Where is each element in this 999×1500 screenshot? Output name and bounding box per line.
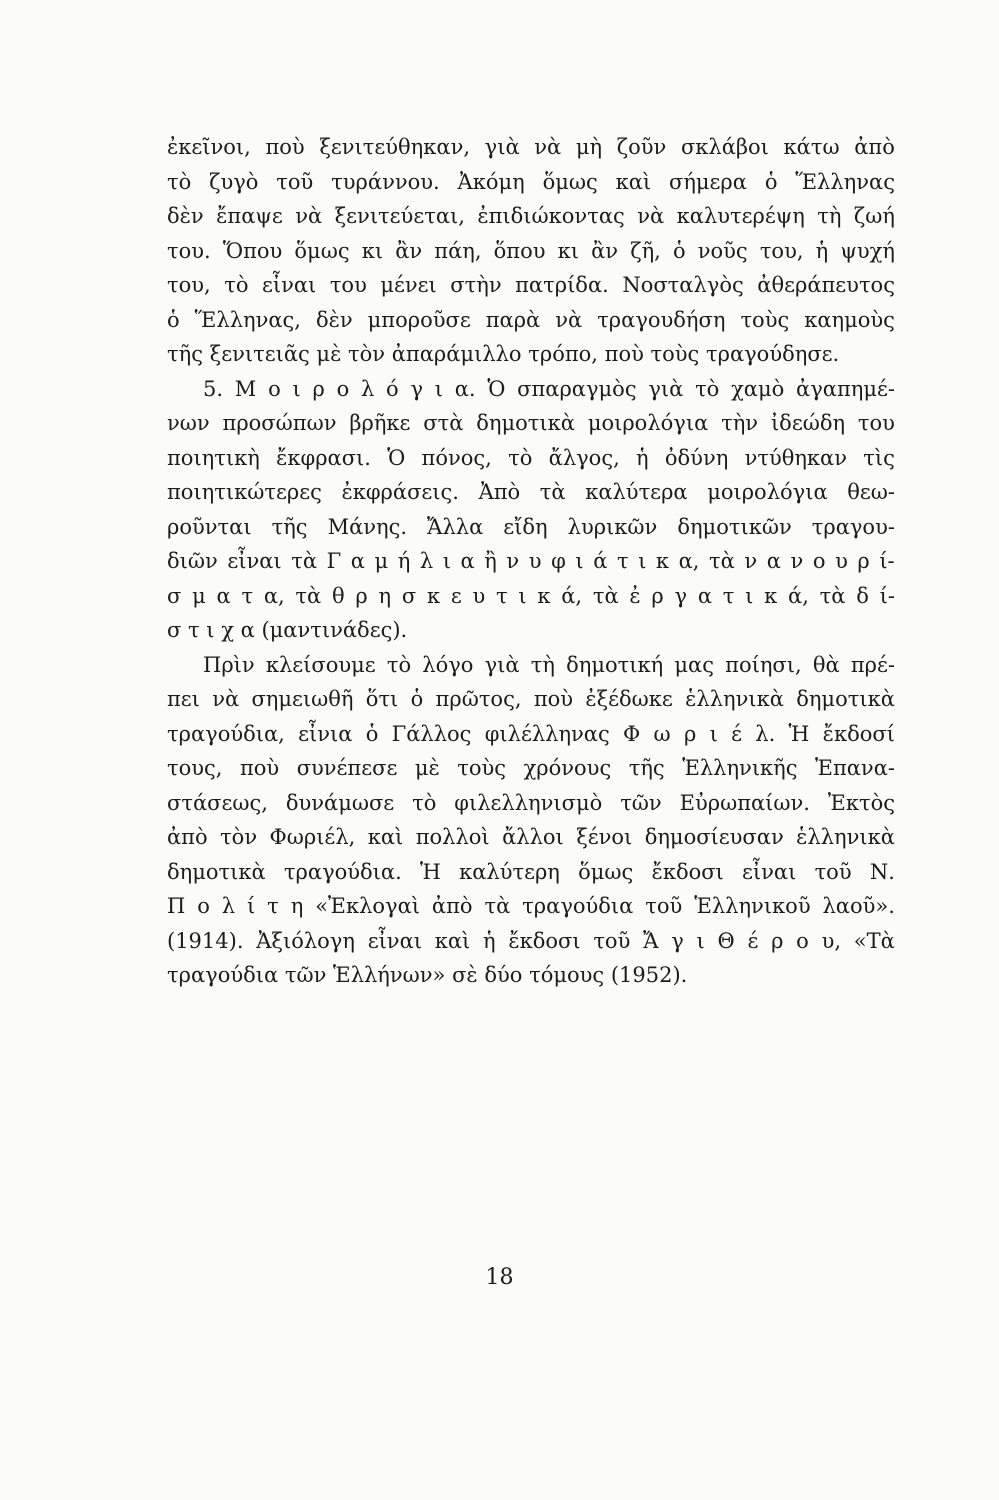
text-line: ὁ Ἕλληνας, δὲν μποροῦσε παρὰ νὰ τραγουδήση τοὺς καημοὺς	[167, 307, 895, 332]
text-line: διῶν εἶναι τὰ Γ α μ ή λ ι α ἢ ν υ φ ι ά τ ι κ α, τὰ ν α ν ο υ ρ ί-	[167, 549, 895, 573]
text-line: (1914). Ἀξιόλογη εἶναι καὶ ἡ ἔκδοσι τοῦ Ἄ γ ι Θ έ ρ ο υ, «Τὰ	[167, 928, 895, 953]
text-line: δὲν ἔπαψε νὰ ξενιτεύεται, ἐπιδιώκοντας νὰ καλυτερέψη τὴ ζωή	[167, 204, 895, 228]
text-line: δημοτικὰ τραγούδια. Ἡ καλύτερη ὅμως ἔκδοσι εἶναι τοῦ Ν.	[167, 859, 895, 884]
text-line: 5. Μ ο ι ρ ο λ ό γ ι α. Ὁ σπαραγμὸς γιὰ τὸ χαμὸ ἀγαπημέ-	[203, 376, 895, 401]
body-text	[167, 130, 895, 993]
text-line: Π ο λ ί τ η «Ἐκλογαὶ ἀπὸ τὰ τραγούδια τοῦ Ἑλληνικοῦ λαοῦ».	[167, 894, 895, 918]
text-line: τους, ποὺ συνέπεσε μὲ τοὺς χρόνους τῆς Ἑλληνικῆς Ἐπανα-	[167, 756, 895, 780]
text-line: ποιητικώτερες ἐκφράσεις. Ἀπὸ τὰ καλύτερα μοιρολόγια θεω-	[167, 480, 895, 504]
text-line: Πρὶν κλείσουμε τὸ λόγο γιὰ τὴ δημοτική μας ποίησι, θὰ πρέ-	[203, 652, 895, 677]
text-line: νων προσώπων βρῆκε στὰ δημοτικὰ μοιρολόγια τὴν ἰδεώδη του	[167, 411, 895, 435]
text-line: σ τ ι χ α (μαντινάδες).	[167, 618, 408, 642]
text-line: τραγούδια, εἶνια ὁ Γάλλος φιλέλληνας Φ ω ρ ι έ λ. Ἡ ἔκδοσί	[167, 721, 895, 746]
text-line: του, τὸ εἶναι του μένει στὴν πατρίδα. Νοσταλγὸς ἀθεράπευτος	[167, 273, 895, 297]
text-line: στάσεως, δυνάμωσε τὸ φιλελληνισμὸ τῶν Εὐρωπαίων. Ἐκτὸς	[167, 790, 895, 815]
text-line: πει νὰ σημειωθῆ ὅτι ὁ πρῶτος, ποὺ ἐξέδωκε ἑλληνικὰ δημοτικὰ	[167, 687, 895, 711]
text-line: του. Ὅπου ὅμως κι ἂν πάη, ὅπου κι ἂν ζῆ, ὁ νοῦς του, ἡ ψυχή	[167, 238, 895, 263]
text-line: ἀπὸ τὸν Φωριέλ, καὶ πολλοὶ ἄλλοι ξένοι δημοσίευσαν ἑλληνικὰ	[167, 825, 895, 849]
text-line: ροῦνται τῆς Μάνης. Ἄλλα εἴδη λυρικῶν δημοτικῶν τραγου-	[167, 514, 895, 539]
text-line: ἐκεῖνοι, ποὺ ξενιτεύθηκαν, γιὰ νὰ μὴ ζοῦν σκλάβοι κάτω ἀπὸ	[167, 135, 895, 159]
page-number: 18	[485, 1265, 514, 1290]
text-line: σ μ α τ α, τὰ θ ρ η σ κ ε υ τ ι κ ά, τὰ ἐ ρ γ α τ ι κ ά, τὰ δ ί-	[167, 583, 895, 608]
text-line: ποιητικὴ ἔκφρασι. Ὁ πόνος, τὸ ἄλγος, ἡ ὀδύνη ντύθηκαν τὶς	[167, 445, 895, 470]
text-line: τὸ ζυγὸ τοῦ τυράννου. Ἀκόμη ὅμως καὶ σήμερα ὁ Ἕλληνας	[167, 169, 895, 194]
text-line: τραγούδια τῶν Ἑλλήνων» σὲ δύο τόμους (1952).	[167, 963, 688, 987]
text-line: τῆς ξενιτειᾶς μὲ τὸν ἀπαράμιλλο τρόπο, ποὺ τοὺς τραγούδησε.	[167, 342, 840, 366]
